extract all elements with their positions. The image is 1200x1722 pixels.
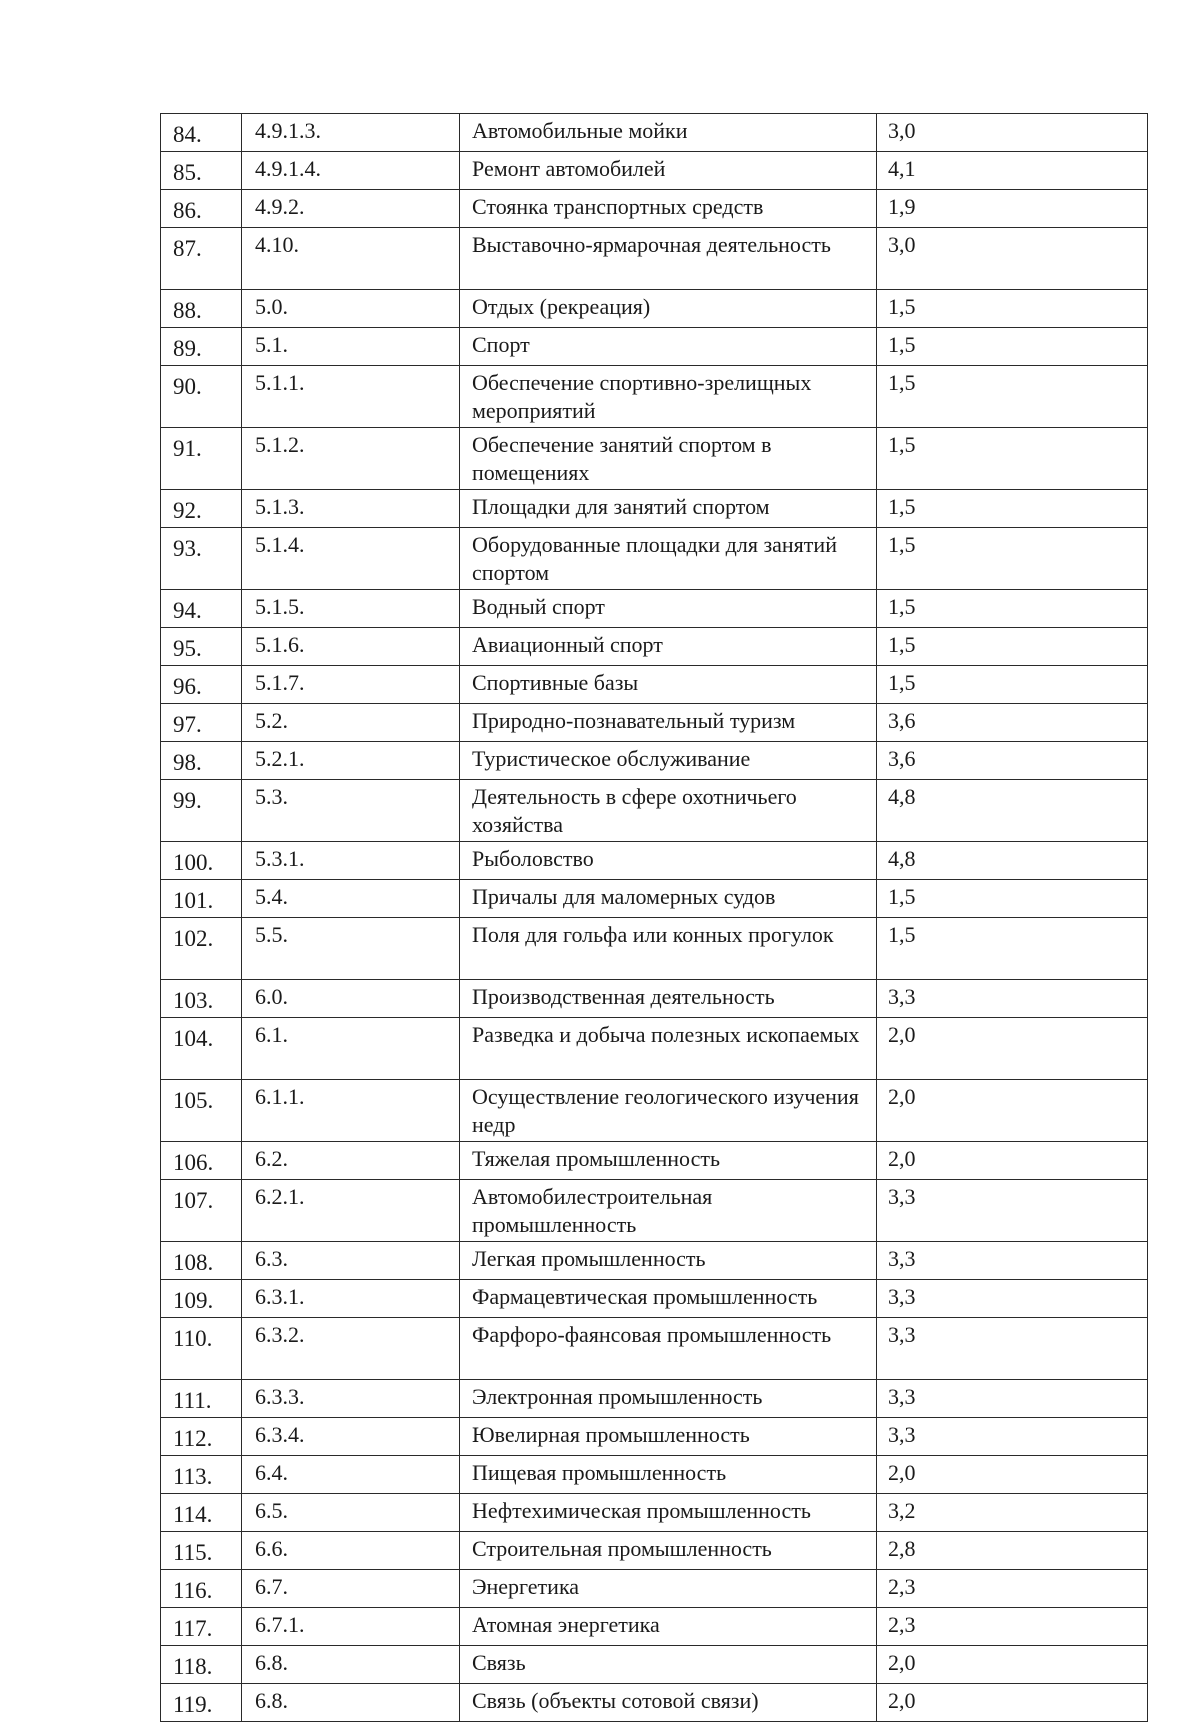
row-number-cell: 105. [161,1080,242,1142]
row-number-cell: 98. [161,742,242,780]
table-row [161,428,1148,490]
description-cell: Тяжелая промышленность [460,1142,877,1180]
code-cell: 5.5. [242,918,460,980]
description-cell: Автомобилестроительная промышленность [460,1180,877,1242]
code-cell: 5.4. [242,880,460,918]
description-cell: Ювелирная промышленность [460,1418,877,1456]
description-cell: Водный спорт [460,590,877,628]
table-body [161,114,1148,1722]
code-cell: 5.1.4. [242,528,460,590]
coefficient-cell: 3,2 [877,1494,1148,1532]
table-row [161,666,1148,704]
code-cell: 5.1.2. [242,428,460,490]
table-row [161,366,1148,428]
description-cell: Туристическое обслуживание [460,742,877,780]
row-number-cell: 84. [161,114,242,152]
coefficient-cell: 2,3 [877,1570,1148,1608]
row-number-cell: 95. [161,628,242,666]
table-row [161,114,1148,152]
code-cell: 6.3.2. [242,1318,460,1380]
coefficient-cell: 1,5 [877,328,1148,366]
description-cell: Разведка и добыча полезных ископаемых [460,1018,877,1080]
row-number-cell: 91. [161,428,242,490]
row-number-cell: 101. [161,880,242,918]
description-cell: Спортивные базы [460,666,877,704]
description-cell: Природно-познавательный туризм [460,704,877,742]
code-cell: 5.2. [242,704,460,742]
coefficient-cell: 3,3 [877,1318,1148,1380]
table-row [161,1570,1148,1608]
row-number-cell: 87. [161,228,242,290]
row-number-cell: 100. [161,842,242,880]
table-row [161,1684,1148,1722]
coefficient-cell: 1,5 [877,880,1148,918]
row-number-cell: 114. [161,1494,242,1532]
coefficient-cell: 1,5 [877,490,1148,528]
code-cell: 6.0. [242,980,460,1018]
description-cell: Рыболовство [460,842,877,880]
row-number-cell: 113. [161,1456,242,1494]
table-row [161,1280,1148,1318]
code-cell: 5.3. [242,780,460,842]
description-cell: Обеспечение занятий спортом в помещениях [460,428,877,490]
description-cell: Спорт [460,328,877,366]
row-number-cell: 97. [161,704,242,742]
description-cell: Оборудованные площадки для занятий спортом [460,528,877,590]
row-number-cell: 89. [161,328,242,366]
table-row [161,328,1148,366]
code-cell: 5.1.7. [242,666,460,704]
row-number-cell: 107. [161,1180,242,1242]
coefficient-cell: 4,8 [877,842,1148,880]
row-number-cell: 90. [161,366,242,428]
description-cell: Осуществление геологического изучения недр [460,1080,877,1142]
code-cell: 5.1.1. [242,366,460,428]
code-cell: 6.3.3. [242,1380,460,1418]
code-cell: 6.7. [242,1570,460,1608]
coefficient-cell: 2,3 [877,1608,1148,1646]
description-cell: Авиационный спорт [460,628,877,666]
row-number-cell: 110. [161,1318,242,1380]
coefficient-cell: 2,0 [877,1080,1148,1142]
row-number-cell: 86. [161,190,242,228]
table-row [161,1418,1148,1456]
coefficient-cell: 2,0 [877,1456,1148,1494]
row-number-cell: 99. [161,780,242,842]
table-row [161,590,1148,628]
code-cell: 6.7.1. [242,1608,460,1646]
code-cell: 6.2.1. [242,1180,460,1242]
table-row [161,1456,1148,1494]
description-cell: Строительная промышленность [460,1532,877,1570]
table-row [161,228,1148,290]
coefficient-cell: 2,0 [877,1684,1148,1722]
coefficient-cell: 4,1 [877,152,1148,190]
coefficient-cell: 3,3 [877,980,1148,1018]
table-row [161,1142,1148,1180]
row-number-cell: 119. [161,1684,242,1722]
coefficient-cell: 2,0 [877,1646,1148,1684]
description-cell: Ремонт автомобилей [460,152,877,190]
table-row [161,152,1148,190]
table-row [161,528,1148,590]
table-row [161,1242,1148,1280]
code-cell: 6.5. [242,1494,460,1532]
coefficient-cell: 1,5 [877,628,1148,666]
table-row [161,980,1148,1018]
coefficient-cell: 3,3 [877,1418,1148,1456]
table-row [161,490,1148,528]
table-row [161,1608,1148,1646]
table-row [161,704,1148,742]
row-number-cell: 103. [161,980,242,1018]
row-number-cell: 93. [161,528,242,590]
code-cell: 6.1.1. [242,1080,460,1142]
row-number-cell: 117. [161,1608,242,1646]
row-number-cell: 94. [161,590,242,628]
code-cell: 5.1.6. [242,628,460,666]
coefficient-cell: 1,5 [877,528,1148,590]
table-row [161,880,1148,918]
code-cell: 6.3.4. [242,1418,460,1456]
row-number-cell: 112. [161,1418,242,1456]
description-cell: Стоянка транспортных средств [460,190,877,228]
table-row [161,1080,1148,1142]
description-cell: Электронная промышленность [460,1380,877,1418]
code-cell: 6.3. [242,1242,460,1280]
code-cell: 5.3.1. [242,842,460,880]
table-row [161,1494,1148,1532]
table-row [161,1018,1148,1080]
description-cell: Производственная деятельность [460,980,877,1018]
coefficient-cell: 2,0 [877,1142,1148,1180]
row-number-cell: 108. [161,1242,242,1280]
row-number-cell: 102. [161,918,242,980]
description-cell: Атомная энергетика [460,1608,877,1646]
table-row [161,1646,1148,1684]
code-cell: 6.4. [242,1456,460,1494]
table-row [161,742,1148,780]
description-cell: Энергетика [460,1570,877,1608]
description-cell: Фарфоро-фаянсовая промышленность [460,1318,877,1380]
description-cell: Связь (объекты сотовой связи) [460,1684,877,1722]
description-cell: Автомобильные мойки [460,114,877,152]
row-number-cell: 118. [161,1646,242,1684]
land-use-table [160,113,1148,1722]
row-number-cell: 92. [161,490,242,528]
code-cell: 5.1.3. [242,490,460,528]
coefficient-cell: 3,3 [877,1242,1148,1280]
table-row [161,1318,1148,1380]
coefficient-cell: 1,5 [877,666,1148,704]
row-number-cell: 96. [161,666,242,704]
code-cell: 6.3.1. [242,1280,460,1318]
code-cell: 5.0. [242,290,460,328]
description-cell: Связь [460,1646,877,1684]
description-cell: Нефтехимическая промышленность [460,1494,877,1532]
code-cell: 6.1. [242,1018,460,1080]
description-cell: Отдых (рекреация) [460,290,877,328]
code-cell: 5.1.5. [242,590,460,628]
table-row [161,842,1148,880]
table-row [161,918,1148,980]
row-number-cell: 106. [161,1142,242,1180]
code-cell: 4.9.2. [242,190,460,228]
code-cell: 6.6. [242,1532,460,1570]
coefficient-cell: 3,3 [877,1280,1148,1318]
table-row [161,290,1148,328]
table-row [161,1180,1148,1242]
code-cell: 5.2.1. [242,742,460,780]
coefficient-cell: 4,8 [877,780,1148,842]
coefficient-cell: 1,5 [877,290,1148,328]
coefficient-cell: 1,5 [877,366,1148,428]
table-row [161,190,1148,228]
description-cell: Легкая промышленность [460,1242,877,1280]
code-cell: 6.8. [242,1646,460,1684]
table-row [161,628,1148,666]
coefficient-cell: 1,5 [877,918,1148,980]
code-cell: 4.9.1.4. [242,152,460,190]
coefficient-cell: 2,8 [877,1532,1148,1570]
row-number-cell: 109. [161,1280,242,1318]
coefficient-cell: 1,9 [877,190,1148,228]
description-cell: Причалы для маломерных судов [460,880,877,918]
description-cell: Фармацевтическая промышленность [460,1280,877,1318]
coefficient-cell: 3,6 [877,742,1148,780]
row-number-cell: 85. [161,152,242,190]
row-number-cell: 116. [161,1570,242,1608]
coefficient-cell: 3,0 [877,228,1148,290]
description-cell: Пищевая промышленность [460,1456,877,1494]
code-cell: 6.8. [242,1684,460,1722]
coefficient-cell: 1,5 [877,590,1148,628]
coefficient-cell: 3,0 [877,114,1148,152]
table-row [161,780,1148,842]
description-cell: Обеспечение спортивно-зрелищных мероприятий [460,366,877,428]
table-row [161,1532,1148,1570]
code-cell: 4.9.1.3. [242,114,460,152]
coefficient-cell: 3,3 [877,1380,1148,1418]
description-cell: Поля для гольфа или конных прогулок [460,918,877,980]
code-cell: 5.1. [242,328,460,366]
description-cell: Выставочно-ярмарочная деятельность [460,228,877,290]
coefficient-cell: 1,5 [877,428,1148,490]
table-row [161,1380,1148,1418]
row-number-cell: 115. [161,1532,242,1570]
code-cell: 6.2. [242,1142,460,1180]
row-number-cell: 88. [161,290,242,328]
code-cell: 4.10. [242,228,460,290]
description-cell: Деятельность в сфере охотничьего хозяйства [460,780,877,842]
description-cell: Площадки для занятий спортом [460,490,877,528]
row-number-cell: 111. [161,1380,242,1418]
coefficient-cell: 3,3 [877,1180,1148,1242]
coefficient-cell: 3,6 [877,704,1148,742]
coefficient-cell: 2,0 [877,1018,1148,1080]
row-number-cell: 104. [161,1018,242,1080]
